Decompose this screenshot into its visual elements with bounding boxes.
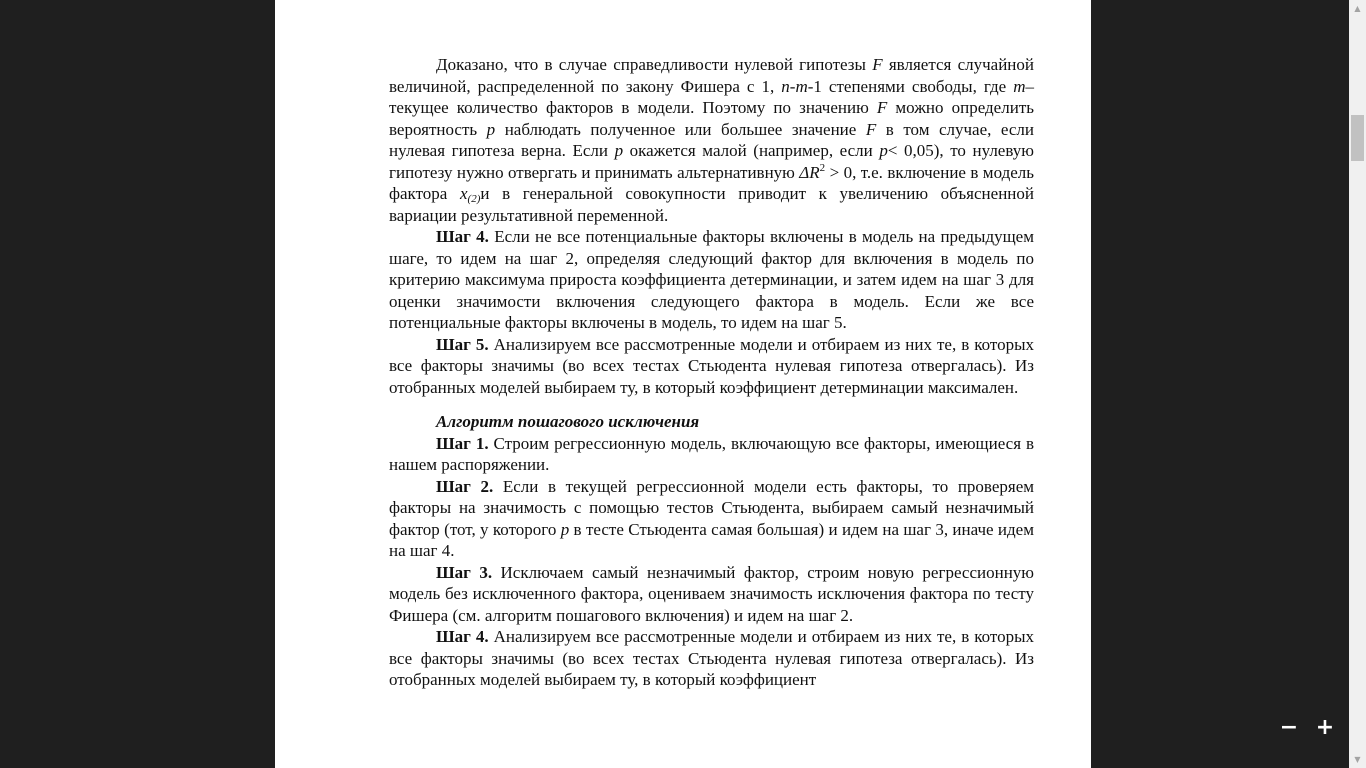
paragraph-step-3-exclusion: Шаг 3. Исключаем самый незначимый фактор, строим новую регрессионную модель без исключенного фактора, оцениваем значимость исключения фактора по тесту Фишера (см. алгоритм пошагового включения) и идем на шаг 2. [389,562,1035,625]
vertical-scrollbar[interactable] [1349,0,1366,768]
paragraph-step-1-exclusion: Шаг 1. Строим регрессионную модель, включающую все факторы, имеющиеся в нашем распоряжении. [389,433,1035,474]
zoom-out-button[interactable]: − [1279,715,1299,740]
paragraph-step-4-inclusion: Шаг 4. Если не все потенциальные факторы включены в модель на предыдущем шаге, то идем на шаг 2, определяя следующий фактор для включения в модель по критерию максимума прироста коэффициента детерминации, и затем идем на шаг 3 для оценки значимости включения следующего фактора в модель. Если же все потенциальные факторы включены в модель, то идем на шаг 5. [389,227,1034,332]
scroll-down-arrow-icon[interactable]: ▼ [1354,755,1361,764]
paragraph-f-test: Доказано, что в случае справедливости нулевой гипотезы F является случайной величиной, распределенной по закону Фишера с 1, n-m-1 степенями свободы, где m– текущее количество факторов в модели. Поэтому по значению F можно определить вероятность p наблюдать полученное или большее значение F в том случае, если нулевая гипотеза верна. Если p окажется малой (например, если p< 0,05), то нулевую гипотезу нужно отвергать и принимать альтернативную $\Delta R^2 > 0$, т.е. включение в модель фактора $x_{(2)}и$ в генеральной совокупности приводит к увеличению объясненной вариации результативной переменной. [389,55,1035,225]
scroll-up-arrow-icon[interactable]: ▲ [1354,4,1361,13]
page-content [389,54,1034,691]
paragraph-step-2-exclusion: Шаг 2. Если в текущей регрессионной модели есть факторы, то проверяем факторы на значимость с помощью тестов Стьюдента, выбираем самый незначимый фактор (тот, у которого p в тесте Стьюдента самая большая) и идем на шаг 3, иначе идем на шаг 4. [389,476,1035,560]
document-page [275,0,1091,768]
zoom-in-button[interactable]: + [1315,715,1335,740]
scrollbar-thumb[interactable] [1351,115,1364,161]
delta-r-symbol: ΔR [799,162,820,182]
section-heading: Алгоритм пошагового исключения [436,412,700,431]
paragraph-step-5-inclusion: Шаг 5. Анализируем все рассмотренные модели и отбираем из них те, в которых все факторы значимы (во всех тестах Стьюдента нулевая гипотеза отвергалась). Из отобранных моделей выбираем ту, в который коэффициент детерминации максимален. [389,334,1034,397]
paragraph-step-4-exclusion: Шаг 4. Анализируем все рассмотренные модели и отбираем из них те, в которых все факторы значимы (во всех тестах Стьюдента нулевая гипотеза отвергалась). Из отобранных моделей выбираем ту, в который коэффициент [389,627,1034,689]
